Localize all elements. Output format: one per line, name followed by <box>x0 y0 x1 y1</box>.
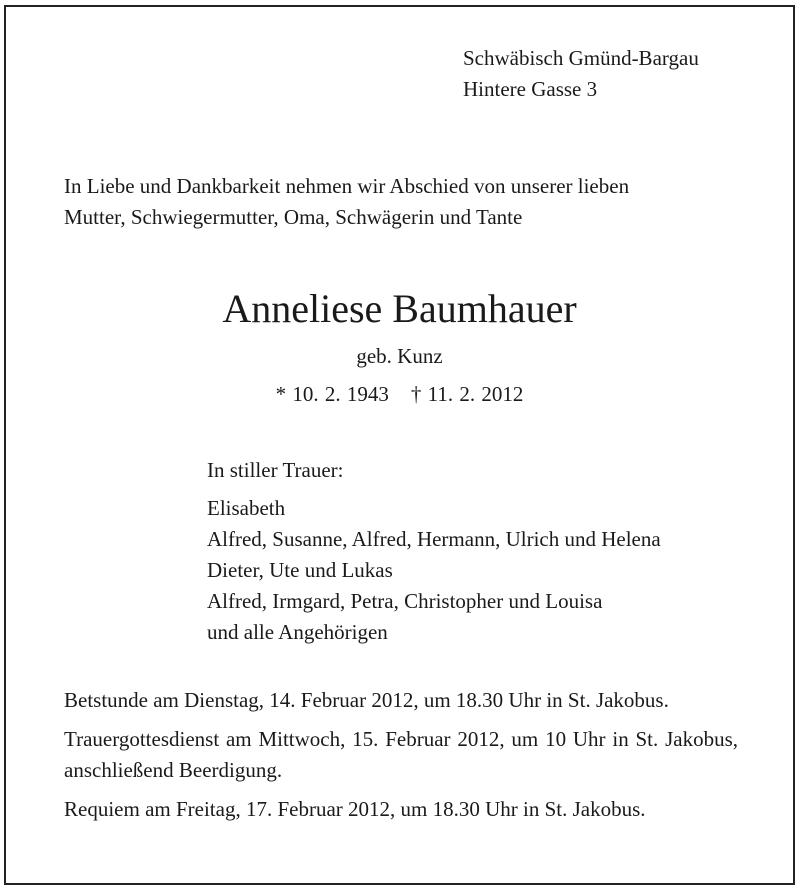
mourner-line: Elisabeth <box>207 496 286 520</box>
mourner-line: und alle Angehörigen <box>207 620 388 644</box>
service-announcements <box>64 685 738 833</box>
mourners-list <box>207 493 661 648</box>
mourner-line: Alfred, Susanne, Alfred, Hermann, Ulrich und Helena <box>207 527 661 551</box>
prayer-hour-notice: Betstunde am Dienstag, 14. Februar 2012, um 18.30 Uhr in St. Jakobus. <box>64 688 669 712</box>
birth-date: * 10. 2. 1943 <box>275 382 389 406</box>
requiem-notice: Requiem am Freitag, 17. Februar 2012, um 18.30 Uhr in St. Jakobus. <box>64 797 646 821</box>
address-block <box>463 43 699 105</box>
intro-text <box>64 171 738 233</box>
maiden-name: geb. Kunz <box>356 344 443 368</box>
death-date: † 11. 2. 2012 <box>410 382 524 406</box>
address-street: Hintere Gasse 3 <box>463 77 598 101</box>
funeral-service-notice: Trauergottesdienst am Mittwoch, 15. Februar 2012, um 10 Uhr in St. Jakobus, anschließend Beerdigung. <box>64 727 738 782</box>
mourner-line: Alfred, Irmgard, Petra, Christopher und Louisa <box>207 589 603 613</box>
intro-line-1: In Liebe und Dankbarkeit nehmen wir Abschied von unserer lieben <box>64 174 630 198</box>
intro-line-2: Mutter, Schwiegermutter, Oma, Schwägerin und Tante <box>64 205 523 229</box>
mourner-line: Dieter, Ute und Lukas <box>207 558 393 582</box>
life-dates <box>6 379 793 410</box>
obituary-notice <box>4 5 795 885</box>
address-city: Schwäbisch Gmünd-Bargau <box>463 46 699 70</box>
deceased-name: Anneliese Baumhauer <box>222 286 577 331</box>
mourners-label: In stiller Trauer: <box>207 458 344 482</box>
